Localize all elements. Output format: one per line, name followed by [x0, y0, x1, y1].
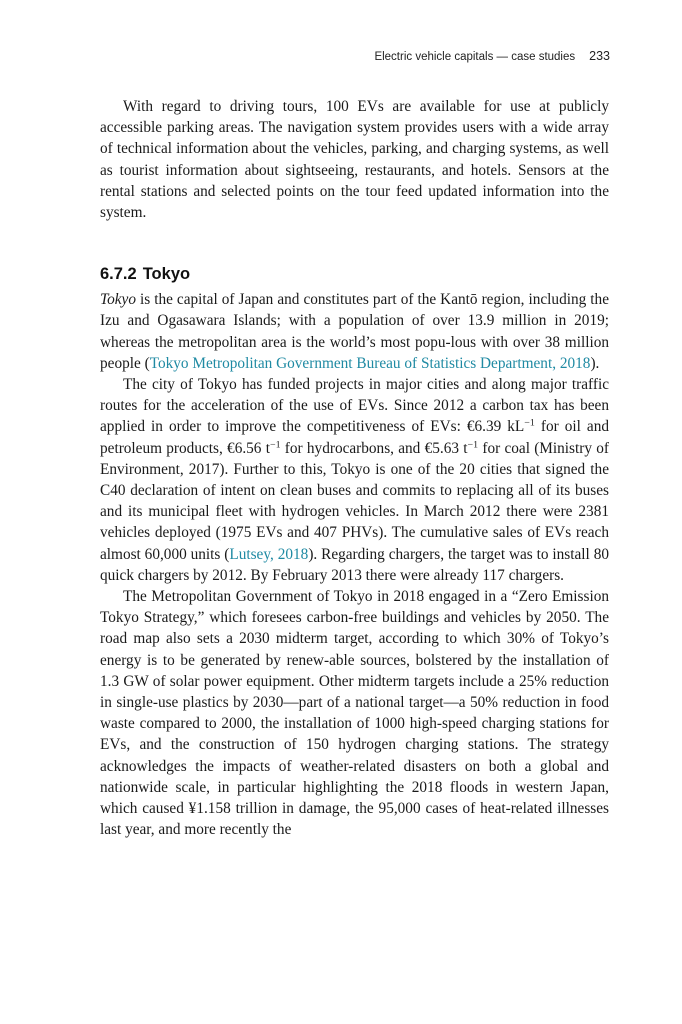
tokyo-intro-text: is the capital of Japan and constitutes part of the Kantō region, including the Izu and Ogasawara Islands; with a population of over 13.9 million in 2019; whereas the metropolitan area is the world’s most popu-lous with over 38 million people (: [100, 291, 609, 372]
intro-paragraph: With regard to driving tours, 100 EVs are available for use at publicly accessible parking areas. The navigation system provides users with a wide array of technical information about the vehicles, parking, and charging systems, as well as tourist information about sightseeing, restaurants, and hotels. Sensors at the rental stations and selected points on the tour feed updated information into the system.: [100, 98, 609, 222]
tokyo-intro-paragraph: [100, 289, 609, 374]
citation-link-tmg[interactable]: Tokyo Metropolitan Government Bureau of Statistics Department, 2018: [149, 354, 591, 372]
section-number: 6.7.2: [100, 265, 137, 284]
zero-emission-paragraph: The Metropolitan Government of Tokyo in 2018 engaged in a “Zero Emission Tokyo Strategy,” which foresees carbon-free buildings and vehicles by 2050. The road map also sets a 2030 midterm target, according to which 30% of Tokyo’s energy is to be generated by renew-able sources, bolstered by the installation of 1.3 GW of solar power equipment. Other midterm targets include a 25% reduction in single-use plastics by 2030—part of a national target—a 50% reduction in food waste compared to 2000, the installation of 1000 high-speed charging stations for EVs, and the construction of 150 hydrogen charging stations. The strategy acknowledges the impacts of weather-related disasters on both a global and nationwide scale, in particular highlighting the 2018 floods in western Japan, which caused ¥1.158 trillion in damage, the 95,000 cases of heat-related illnesses last year, and more recently the: [100, 588, 609, 839]
carbon-tax-text-1: The city of Tokyo has funded projects in major cities and along major traffic routes for the acceleration of the use of EVs. Since 2012 a carbon tax has been applied in order to improve the competitiveness of EVs: €6.39 kL: [100, 376, 609, 436]
section-title: Tokyo: [142, 265, 191, 284]
exponent-1: −1: [524, 417, 535, 429]
carbon-tax-text-4: for coal (Ministry of Environment, 2017). Further to this, Tokyo is one of the 20 cities that signed the C40 declaration of intent on clean buses and commits to replacing all of its buses and its municipal fleet with hydrogen vehicles. In March 2012 there were 2381 vehicles deployed (1975 EVs and 407 PHVs). The cumulative sales of EVs reach almost 60,000 units (: [100, 439, 609, 563]
citation-link-lutsey[interactable]: Lutsey, 2018: [229, 545, 309, 563]
page-number: 233: [589, 49, 610, 63]
carbon-tax-text-3: for hydrocarbons, and €5.63 t: [280, 439, 468, 457]
page-body: [100, 96, 609, 841]
tokyo-term: Tokyo: [100, 291, 136, 309]
running-header: [374, 49, 610, 63]
carbon-tax-text-5: ). Regarding chargers, the target was to install 80 quick chargers by 2012. By February 2013 there were already 117 chargers.: [100, 545, 609, 584]
running-title: Electric vehicle capitals — case studies: [374, 51, 576, 63]
exponent-2: −1: [269, 439, 281, 451]
section-heading: [100, 263, 609, 285]
carbon-tax-text-2: for oil and petroleum products, €6.56 t: [100, 418, 609, 457]
exponent-3: −1: [467, 439, 479, 451]
tokyo-intro-tail: ).: [590, 354, 600, 372]
carbon-tax-paragraph: [100, 374, 609, 586]
